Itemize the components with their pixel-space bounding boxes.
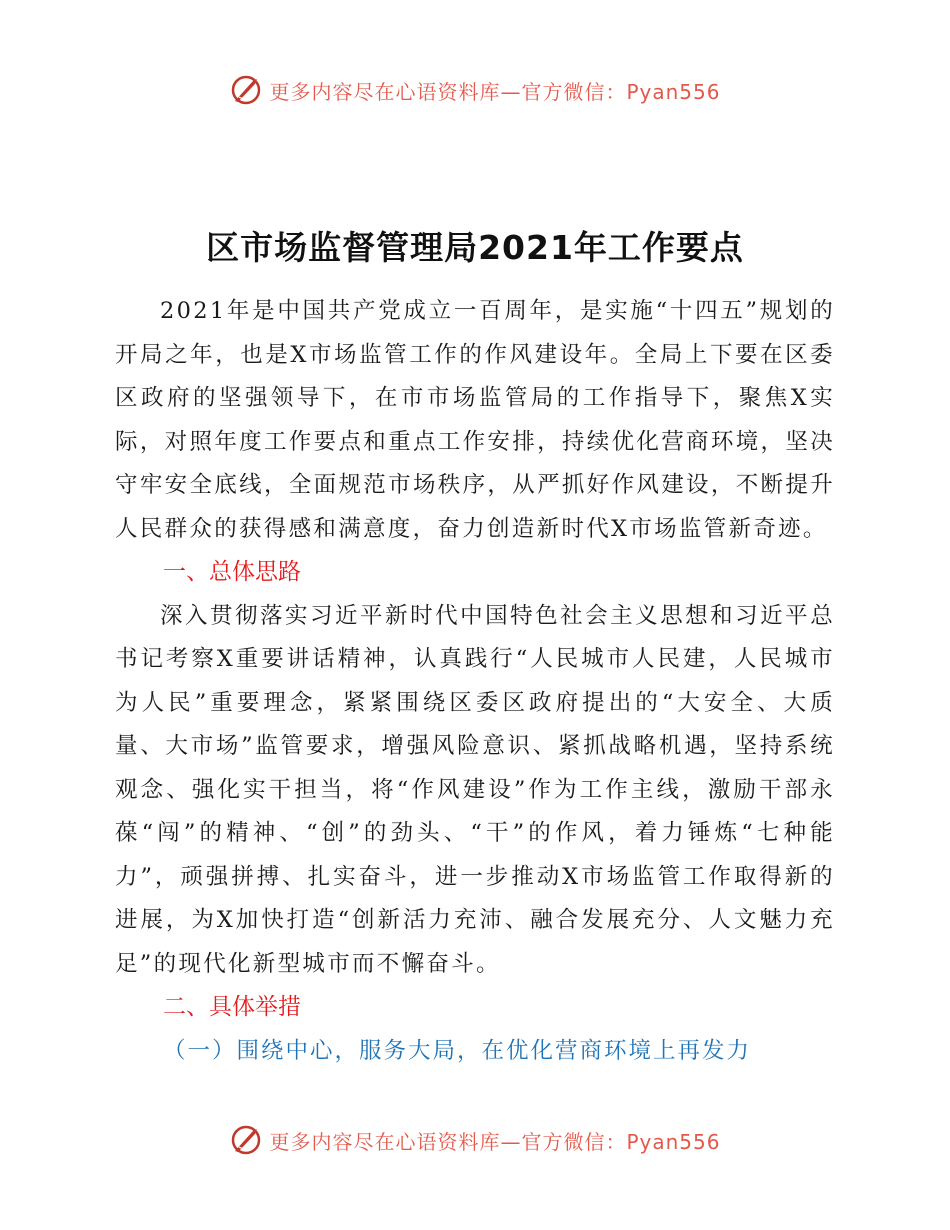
section-heading-specific-measures: 二、具体举措 <box>163 994 301 1020</box>
document-body <box>115 290 835 1073</box>
footer-banner-text: 更多内容尽在心语资料库—官方微信：Pyan556 <box>269 1129 721 1154</box>
quill-pen-logo-icon <box>229 73 263 107</box>
document-title: 区市场监督管理局2021年工作要点 <box>206 228 744 267</box>
intro-paragraph: 2021年是中国共产党成立一百周年，是实施“十四五”规划的开局之年，也是X市场监管工作的作风建设年。全局上下要在区委区政府的坚强领导下，在市市场监管局的工作指导下，聚焦X实际，对照年度工作要点和重点工作安排，持续优化营商环境，坚决守牢安全底线，全面规范市场秩序，从严抓好作风建设，不断提升人民群众的获得感和满意度，奋力创造新时代X市场监管新奇迹。 <box>115 298 835 542</box>
quill-pen-logo-icon <box>229 1123 263 1157</box>
header-watermark-banner <box>0 70 950 110</box>
section-heading-overall-approach: 一、总体思路 <box>163 559 301 585</box>
header-banner-text: 更多内容尽在心语资料库—官方微信：Pyan556 <box>269 79 721 104</box>
subsection-heading-business-environment: （一）围绕中心，服务大局，在优化营商环境上再发力 <box>163 1037 752 1064</box>
overall-approach-paragraph: 深入贯彻落实习近平新时代中国特色社会主义思想和习近平总书记考察X重要讲话精神，认真践行“人民城市人民建，人民城市为人民”重要理念，紧紧围绕区委区政府提出的“大安全、大质量、大市场”监管要求，增强风险意识、紧抓战略机遇，坚持系统观念、强化实干担当，将“作风建设”作为工作主线，激励干部永葆“闯”的精神、“创”的劲头、“干”的作风，着力锤炼“七种能力”，顽强拼搏、扎实奋斗，进一步推动X市场监管工作取得新的进展，为X加快打造“创新活力充沛、融合发展充分、人文魅力充足”的现代化新型城市而不懈奋斗。 <box>115 602 835 977</box>
footer-watermark-banner <box>0 1120 950 1160</box>
